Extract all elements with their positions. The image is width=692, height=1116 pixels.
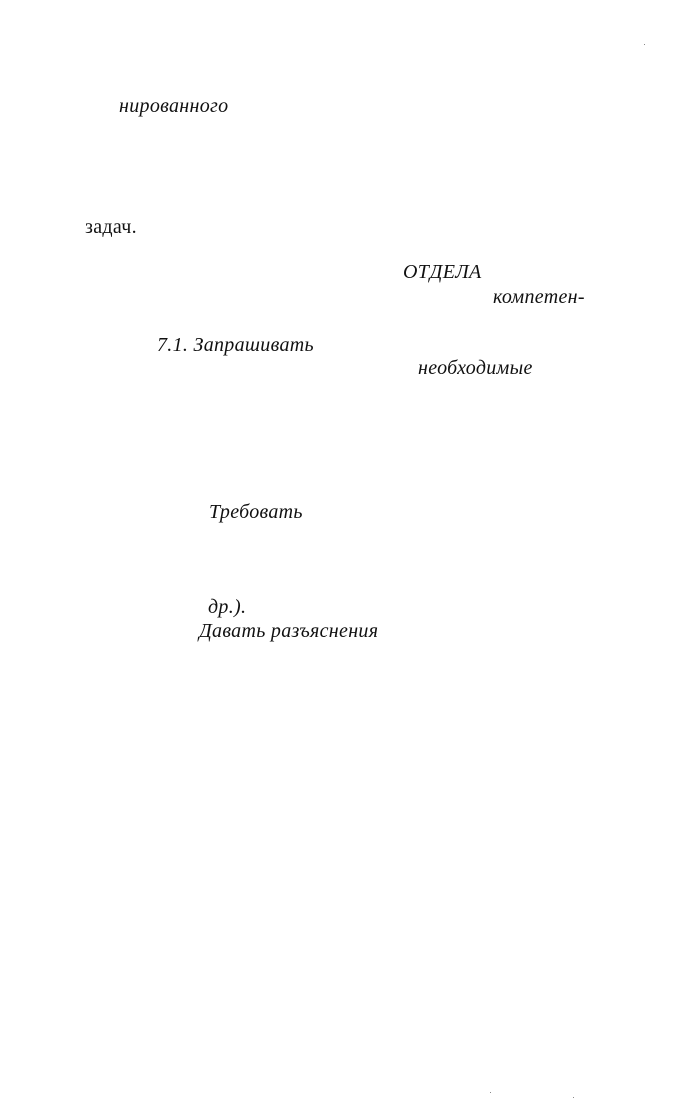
scan-speck (573, 1097, 574, 1098)
text-fragment-trebovat: Требовать (209, 501, 303, 523)
text-fragment-dr: др.). (208, 596, 247, 618)
text-fragment-neobkhodimye: необходимые (418, 357, 533, 379)
text-fragment-davat-razyasneniya: Давать разъяснения (199, 620, 379, 642)
text-fragment-kompeten: компетен- (493, 286, 585, 308)
text-fragment-otdela: ОТДЕЛА (403, 261, 482, 283)
scan-speck (644, 44, 645, 45)
text-fragment-nirovannogo: нированного (119, 95, 229, 117)
text-fragment-zadach: задач. (85, 216, 137, 238)
text-fragment-zaprashivat: 7.1. Запрашивать (157, 334, 314, 356)
scan-speck (490, 1092, 491, 1093)
